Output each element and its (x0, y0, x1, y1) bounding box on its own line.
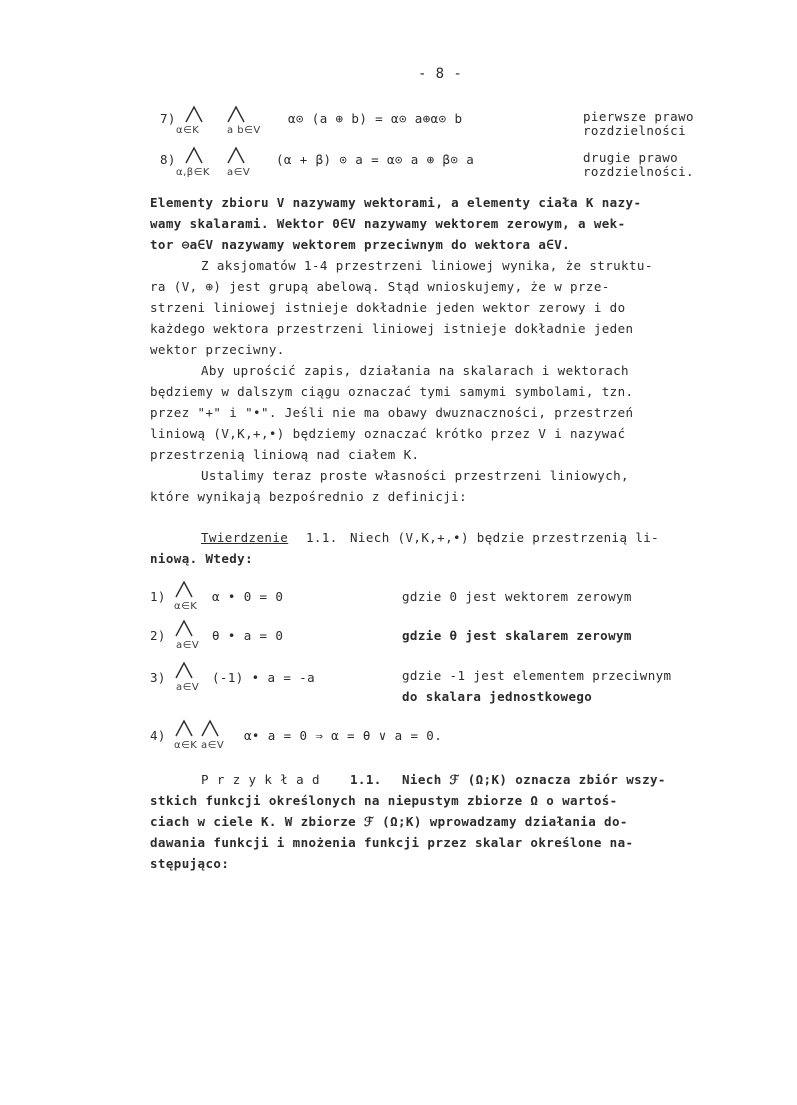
axiom-8-number: 8) (160, 152, 176, 167)
axiom-8-formula: (α + β) ⊙ a = α⊙ a ⊕ β⊙ a (276, 152, 475, 167)
paragraph-line: które wynikają bezpośrednio z definicji: (150, 489, 468, 504)
theorem-item-note: gdzie θ jest skalarem zerowym (402, 628, 632, 643)
example-text: stępująco: (150, 856, 230, 871)
example-text: stkich funkcji określonych na niepustym zbiorze Ω o wartoś- (150, 793, 618, 808)
theorem-item-sub: α∈K a∈V (174, 740, 225, 751)
theorem-item-note: gdzie -1 jest elementem przeciwnym (402, 668, 672, 683)
theorem-item-sub: α∈K (174, 601, 198, 612)
paragraph-line: Aby uprościć zapis, działania na skalarach i wektorach (201, 363, 629, 378)
theorem-item-number: 2) (150, 628, 166, 643)
paragraph-line: strzeni liniowej istnieje dokładnie jeden wektor zerowy i do (150, 300, 626, 315)
paragraph-line: tor ⊖a∈V nazywamy wektorem przeciwnym do wektora a∈V. (150, 237, 571, 252)
axiom-7-number: 7) (160, 111, 176, 126)
theorem-number: 1.1. (306, 530, 338, 545)
axiom-7-name-line2: rozdzielności (583, 123, 687, 138)
axiom-7-formula: α⊙ (a ⊕ b) = α⊙ a⊕α⊙ b (288, 111, 463, 126)
theorem-item-number: 3) (150, 670, 166, 685)
axiom-8-sub-2: a∈V (227, 167, 251, 178)
theorem-item-formula: (-1) • a = -a (212, 670, 316, 685)
theorem-item-number: 1) (150, 589, 166, 604)
theorem-item-sub: a∈V (176, 682, 200, 693)
paragraph-line: Ustalimy teraz proste własności przestrzeni liniowych, (201, 468, 629, 483)
theorem-item-note: gdzie 0 jest wektorem zerowym (402, 589, 632, 604)
example-text: dawania funkcji i mnożenia funkcji przez skalar określone na- (150, 835, 634, 850)
paragraph-line: będziemy w dalszym ciągu oznaczać tymi samymi symbolami, tzn. (150, 384, 634, 399)
theorem-item-formula: α• a = 0 ⇒ α = θ ∨ a = 0. (244, 728, 443, 743)
wedge-quantifier-icon (174, 718, 234, 738)
paragraph-line: przez "+" i "•". Jeśli nie ma obawy dwuznaczności, przestrzeń (150, 405, 634, 420)
example-text: Niech ℱ (Ω;K) oznacza zbiór wszy- (402, 772, 666, 787)
theorem-item-formula: α • 0 = 0 (212, 589, 284, 604)
theorem-item-formula: θ • a = 0 (212, 628, 284, 643)
example-number: 1.1. (350, 772, 382, 787)
paragraph-line: Elementy zbioru V nazywamy wektorami, a elementy ciała K nazy- (150, 195, 642, 210)
wedge-quantifier-icon (184, 145, 264, 165)
theorem-item-number: 4) (150, 728, 166, 743)
paragraph-line: przestrzenią liniową nad ciałem K. (150, 447, 420, 462)
theorem-item-note: do skalara jednostkowego (402, 689, 593, 704)
paragraph-line: każdego wektora przestrzeni liniowej istnieje dokładnie jeden (150, 321, 634, 336)
theorem-item-sub: a∈V (176, 640, 200, 651)
wedge-quantifier-icon (174, 660, 198, 680)
paragraph-line: Z aksjomatów 1-4 przestrzeni liniowej wynika, że struktu- (201, 258, 653, 273)
axiom-8-name-line2: rozdzielności. (583, 164, 694, 179)
axiom-7-sub-1: α∈K (176, 125, 200, 136)
axiom-7-sub-2: a b∈V (227, 125, 261, 136)
paragraph-line: liniową (V,K,+,•) będziemy oznaczać krótko przez V i nazywać (150, 426, 626, 441)
paragraph-line: wektor przeciwny. (150, 342, 285, 357)
example-label: P r z y k ł a d (201, 772, 320, 787)
wedge-quantifier-icon (184, 104, 264, 124)
wedge-quantifier-icon (174, 618, 198, 638)
theorem-label: Twierdzenie (201, 530, 289, 545)
example-text: ciach w ciele K. W zbiorze ℱ (Ω;K) wprowadzamy działania do- (150, 814, 628, 829)
axiom-8-sub-1: α,β∈K (176, 167, 210, 178)
theorem-text: Niech (V,K,+,•) będzie przestrzenią li- (350, 530, 660, 545)
theorem-text: niową. Wtedy: (150, 551, 254, 566)
axiom-8-name-line1: drugie prawo (583, 150, 679, 165)
axiom-7-name-line1: pierwsze prawo (583, 109, 694, 124)
paragraph-line: wamy skalarami. Wektor 0∈V nazywamy wektorem zerowym, a wek- (150, 216, 626, 231)
wedge-quantifier-icon (174, 579, 198, 599)
paragraph-line: ra (V, ⊕) jest grupą abelową. Stąd wnioskujemy, że w prze- (150, 279, 610, 294)
page-number: - 8 - (418, 66, 463, 82)
